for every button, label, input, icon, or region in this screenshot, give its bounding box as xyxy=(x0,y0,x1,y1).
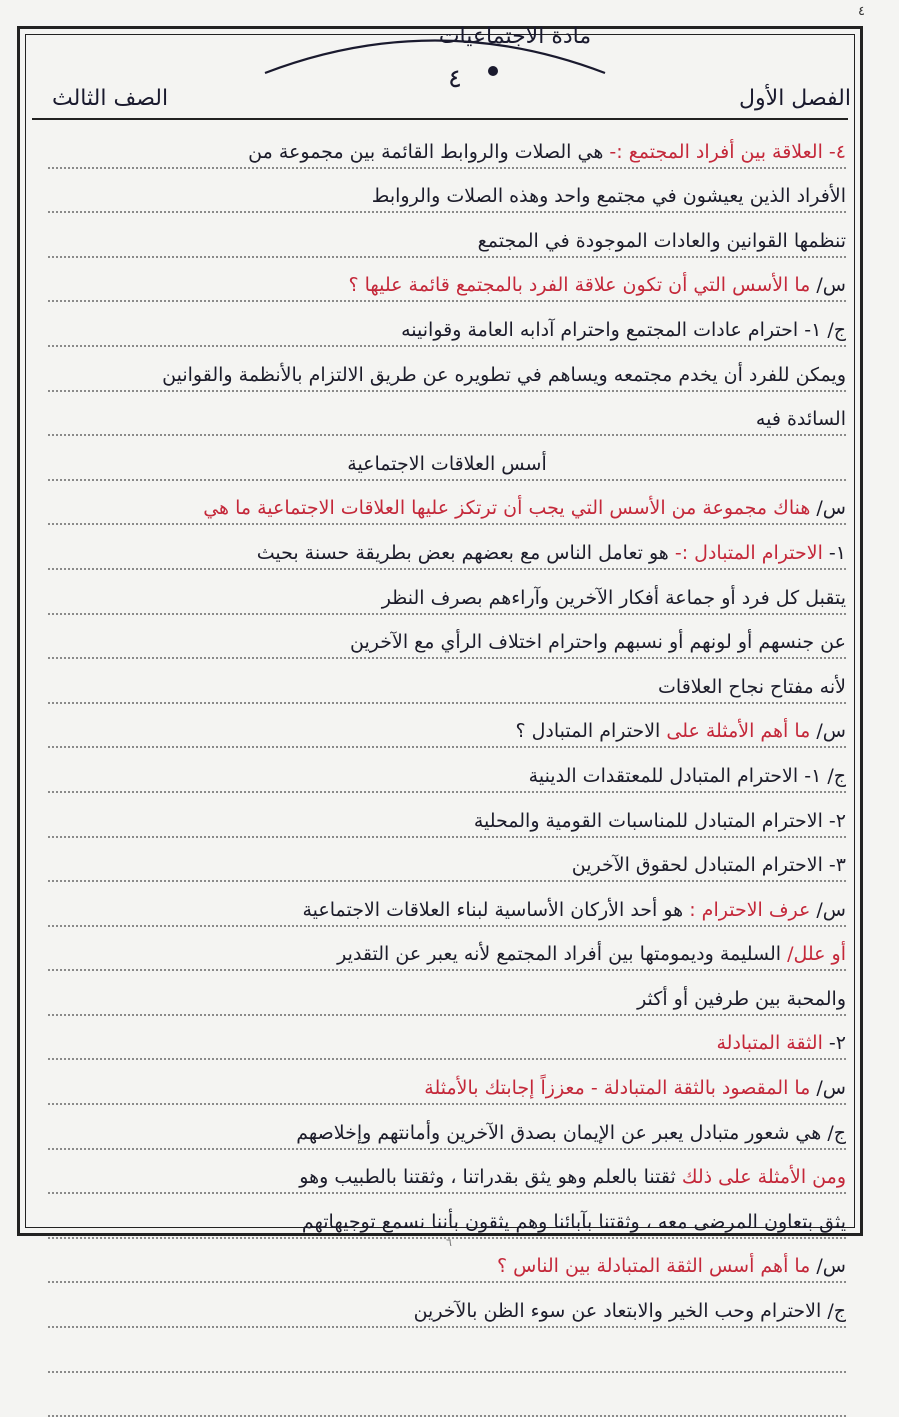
ruled-line xyxy=(48,258,846,303)
line-text xyxy=(257,542,846,564)
line-text xyxy=(497,1255,846,1277)
ruled-line xyxy=(48,213,846,258)
ruled-line xyxy=(48,169,846,214)
line-text xyxy=(572,854,846,876)
line-text xyxy=(296,1122,846,1144)
ruled-line xyxy=(48,570,846,615)
line-text xyxy=(162,364,846,386)
ruled-line xyxy=(48,1060,846,1105)
chapter-label: الفصل الأول xyxy=(739,86,851,111)
line-text xyxy=(382,587,846,609)
body-text: ٣- الاحترام المتبادل لحقوق الآخرين xyxy=(571,854,846,877)
highlighted-text: هناك مجموعة من الأسس التي يجب أن ترتكز عليها العلاقات الاجتماعية ما هي xyxy=(203,497,811,520)
line-text xyxy=(474,810,846,832)
ruled-line xyxy=(48,1283,846,1328)
ruled-line xyxy=(48,704,846,749)
body-text: عن جنسهم أو لونهم أو نسبهم واحترام اختلاف الرأي مع الآخرين xyxy=(350,631,846,654)
body-text: س/ xyxy=(810,1255,846,1278)
line-text xyxy=(414,1300,846,1322)
line-text xyxy=(248,141,846,163)
ruled-line xyxy=(48,1150,846,1195)
ruled-line xyxy=(48,748,846,793)
body-text: ثقتنا بالعلم وهو يثق بقدراتنا ، وثقتنا بالطبيب وهو xyxy=(299,1166,676,1189)
ruled-line xyxy=(48,793,846,838)
highlighted-text: الاحترام المتبادل :- xyxy=(668,541,823,564)
body-text: هي الصلات والروابط القائمة بين مجموعة من xyxy=(248,140,604,163)
line-text xyxy=(337,943,846,965)
subject-title: مادة الاجتماعيات xyxy=(438,24,592,49)
ruled-line xyxy=(48,882,846,927)
ruled-line xyxy=(48,1194,846,1239)
line-text xyxy=(299,1166,846,1188)
body-text: هو أحد الأركان الأساسية لبناء العلاقات الاجتماعية xyxy=(302,898,684,921)
ruled-line xyxy=(48,1016,846,1061)
page-number: ٤ xyxy=(858,4,865,19)
line-text xyxy=(658,676,846,698)
line-text xyxy=(348,274,846,296)
ruled-line xyxy=(48,971,846,1016)
body-text: الاحترام المتبادل ؟ xyxy=(515,720,661,743)
line-text xyxy=(372,185,846,207)
grade-label: الصف الثالث xyxy=(52,86,169,111)
highlighted-text: ومن الأمثلة على ذلك xyxy=(675,1166,846,1189)
highlighted-text: ما أهم الأمثلة على xyxy=(660,720,811,743)
lesson-number: ٤ xyxy=(448,64,462,94)
body-text: هو تعامل الناس مع بعضهم بعض بطريقة حسنة بحيث xyxy=(256,541,669,564)
bottom-mark: ٦ xyxy=(446,1236,452,1249)
body-text: ج/ ١- احترام عادات المجتمع واحترام آدابه العامة وقوانينه xyxy=(401,318,846,341)
ruled-line xyxy=(48,302,846,347)
body-text: س/ xyxy=(810,274,846,297)
ruled-line xyxy=(48,525,846,570)
highlighted-text: ما أهم أسس الثقة المتبادلة بين الناس ؟ xyxy=(497,1255,811,1278)
body-text: س/ xyxy=(810,898,846,921)
line-text xyxy=(756,408,846,430)
line-text xyxy=(350,631,846,653)
highlighted-text: ٤- العلاقة بين أفراد المجتمع :- xyxy=(603,140,846,163)
body-text: س/ xyxy=(810,1077,846,1100)
line-text xyxy=(515,720,846,742)
body-text: أسس العلاقات الاجتماعية xyxy=(347,452,547,475)
notes-body xyxy=(48,124,846,1417)
body-text: ج/ هي شعور متبادل يعبر عن الإيمان بصدق الآخرين وأمانتهم وإخلاصهم xyxy=(296,1121,846,1144)
ruled-line xyxy=(48,481,846,526)
body-text: ١- xyxy=(822,541,846,564)
line-text xyxy=(529,765,846,787)
ruled-line xyxy=(48,1373,846,1417)
ruled-line xyxy=(48,838,846,883)
ruled-line xyxy=(48,659,846,704)
body-text: ج/ الاحترام وحب الخير والابتعاد عن سوء الظن بالآخرين xyxy=(413,1300,846,1323)
body-text: والمحبة بين طرفين أو أكثر xyxy=(637,987,846,1010)
body-text: السائدة فيه xyxy=(755,408,846,431)
highlighted-text: عرف الاحترام : xyxy=(683,898,811,921)
line-text xyxy=(424,1077,846,1099)
body-text: ويمكن للفرد أن يخدم مجتمعه ويساهم في تطويره عن طريق الالتزام بالأنظمة والقوانين xyxy=(162,363,846,386)
ruled-line xyxy=(48,1105,846,1150)
line-text xyxy=(716,1032,846,1054)
body-text: الأفراد الذين يعيشون في مجتمع واحد وهذه الصلات والروابط xyxy=(371,185,846,208)
highlighted-text: ما المقصود بالثقة المتبادلة - معززاً إجابتك بالأمثلة xyxy=(424,1077,811,1100)
body-text: س/ xyxy=(810,720,846,743)
highlighted-text: الثقة المتبادلة xyxy=(716,1032,823,1055)
ruled-line xyxy=(48,124,846,169)
line-text xyxy=(302,1211,846,1233)
body-text: لأنه مفتاح نجاح العلاقات xyxy=(658,675,846,698)
line-text xyxy=(302,899,846,921)
line-text xyxy=(347,453,546,475)
body-text: ج/ ١- الاحترام المتبادل للمعتقدات الدينية xyxy=(528,764,846,787)
line-text xyxy=(478,230,846,252)
body-text: يثق بتعاون المرضى معه ، وثقتنا بآبائنا وهم يثقون بأننا نسمع توجيهاتهم xyxy=(301,1210,846,1233)
body-text: س/ xyxy=(810,497,846,520)
body-text: تنظمها القوانين والعادات الموجودة في المجتمع xyxy=(477,229,846,252)
line-text xyxy=(401,319,846,341)
body-text: ٢- الاحترام المتبادل للمناسبات القومية والمحلية xyxy=(473,809,846,832)
ruled-line xyxy=(48,436,846,481)
ruled-line xyxy=(48,1328,846,1373)
highlighted-text: ما الأسس التي أن تكون علاقة الفرد بالمجتمع قائمة عليها ؟ xyxy=(348,274,811,297)
body-text: يتقبل كل فرد أو جماعة أفكار الآخرين وآراءهم بصرف النظر xyxy=(381,586,846,609)
ruled-line xyxy=(48,347,846,392)
line-text xyxy=(637,988,846,1010)
body-text: ٢- xyxy=(822,1032,846,1055)
body-text: السليمة وديمومتها بين أفراد المجتمع لأنه يعبر عن التقدير xyxy=(337,943,782,966)
header-divider xyxy=(32,118,848,120)
ruled-line xyxy=(48,392,846,437)
ruled-line xyxy=(48,615,846,660)
highlighted-text: أو علل/ xyxy=(781,943,846,966)
ruled-line xyxy=(48,927,846,972)
line-text xyxy=(203,497,846,519)
